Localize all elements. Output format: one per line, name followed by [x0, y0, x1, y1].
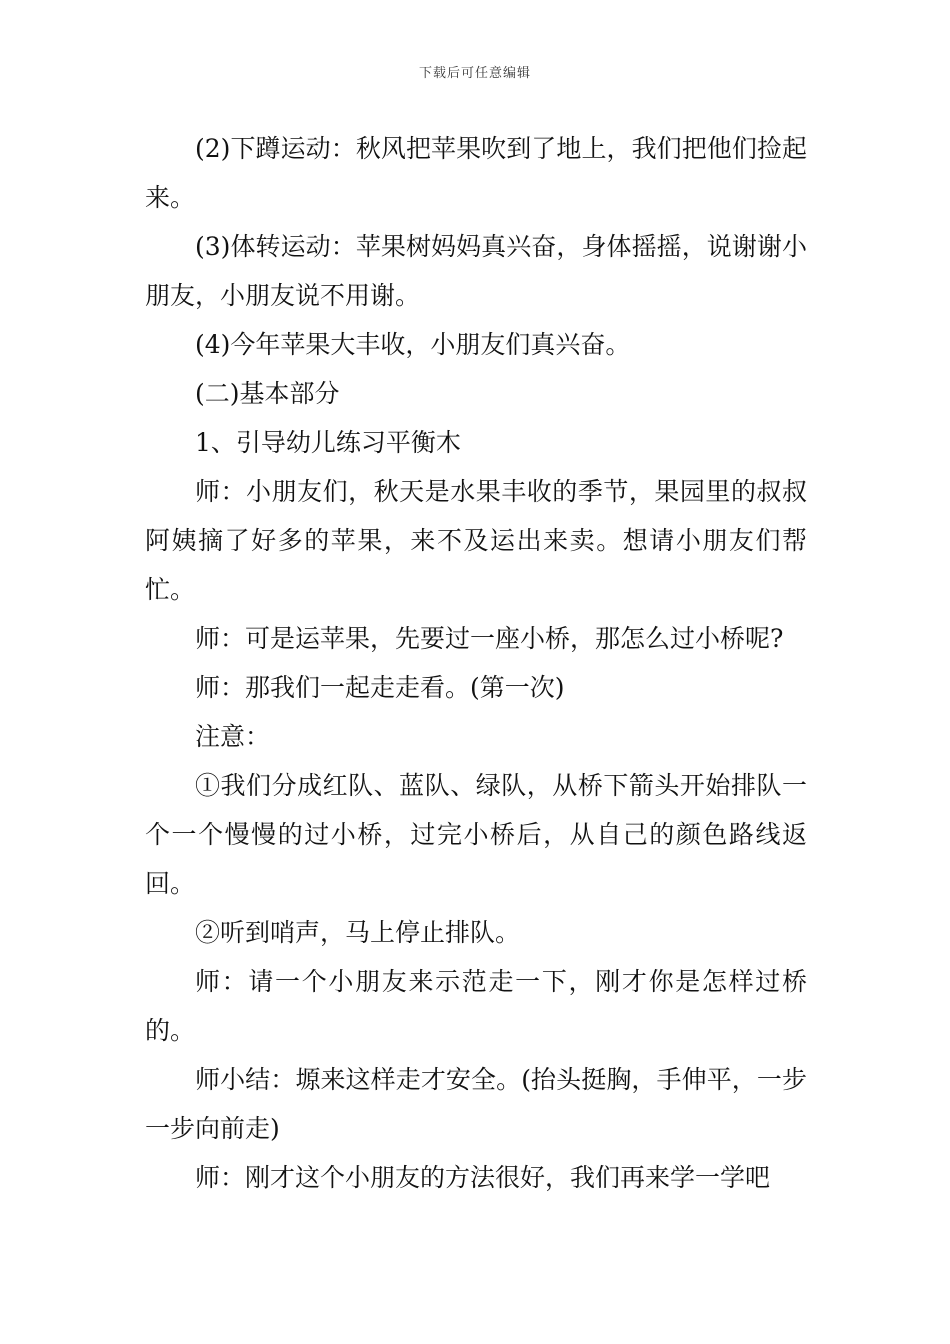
paragraph-teacher-demo: 师：请一个小朋友来示范走一下，刚才你是怎样过桥的。: [145, 967, 807, 1045]
paragraph-teacher-practice: 师：刚才这个小朋友的方法很好，我们再来学一学吧: [195, 1163, 771, 1192]
paragraph-notice: 注意：: [195, 722, 271, 751]
section-heading-basic: (二)基本部分: [195, 379, 340, 408]
paragraph-teacher-bridge: 师：可是运苹果，先要过一座小桥，那怎么过小桥呢?: [195, 624, 784, 653]
paragraph-notice-item-2: ②听到哨声，马上停止排队。: [195, 918, 521, 947]
paragraph-teacher-summary: 师小结：塬来这样走才安全。(抬头挺胸，手伸平，一步一步向前走): [145, 1065, 807, 1143]
paragraph-turn-exercise: (3)体转运动：苹果树妈妈真兴奋，身体摇摇，说谢谢小朋友，小朋友说不用谢。: [145, 232, 807, 310]
subheading-balance-beam: 1、引导幼儿练习平衡木: [195, 428, 461, 457]
paragraph-teacher-try: 师：那我们一起走走看。(第一次): [195, 673, 565, 702]
paragraph-harvest: (4)今年苹果大丰收，小朋友们真兴奋。: [195, 330, 631, 359]
paragraph-notice-item-1: ①我们分成红队、蓝队、绿队，从桥下箭头开始排队一个一个慢慢的过小桥，过完小桥后，从自己的颜色路线返回。: [145, 771, 807, 898]
paragraph-teacher-intro: 师：小朋友们，秋天是水果丰收的季节，果园里的叔叔阿姨摘了好多的苹果，来不及运出来卖。想请小朋友们帮忙。: [145, 477, 807, 604]
page-header: 下载后可任意编辑: [418, 66, 531, 81]
paragraph-squat-exercise: (2)下蹲运动：秋风把苹果吹到了地上，我们把他们捡起来。: [145, 134, 807, 212]
document-body: [145, 124, 807, 1202]
